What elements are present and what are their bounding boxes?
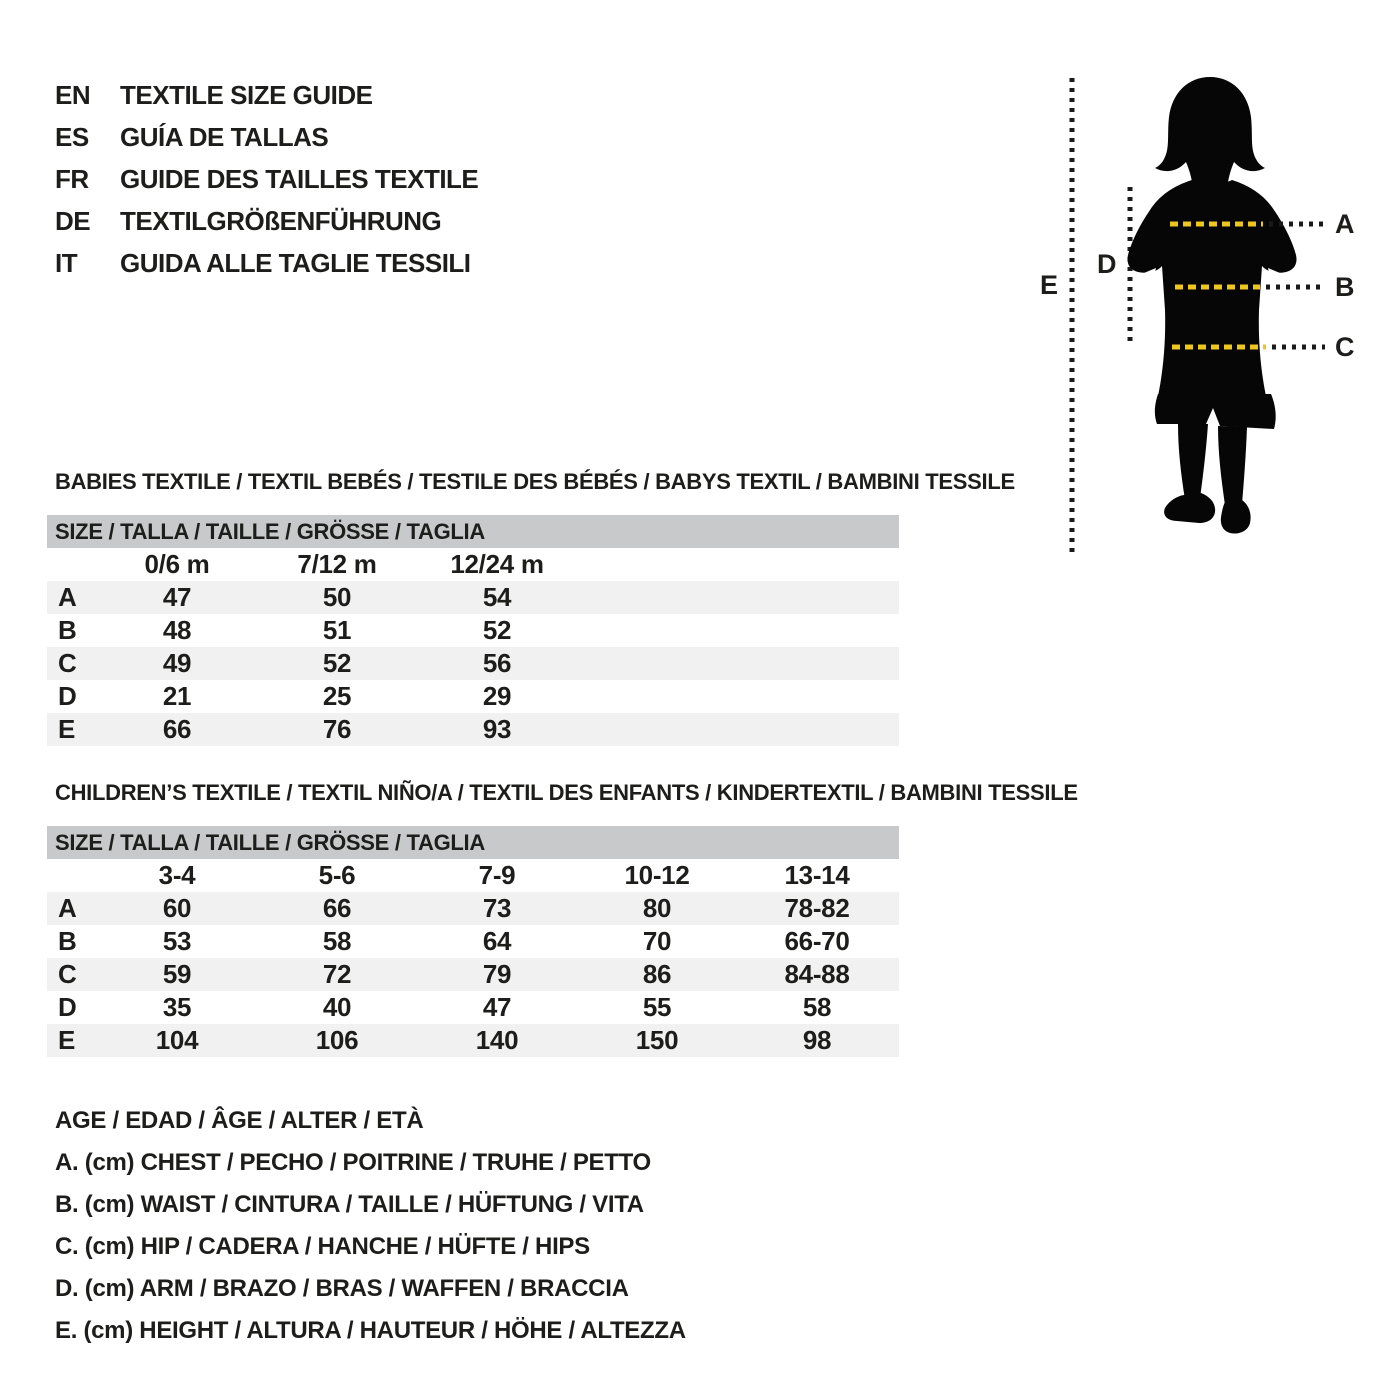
row-label: C	[58, 648, 77, 678]
legend-height-line: E. (cm) HEIGHT / ALTURA / HAUTEUR / HÖHE / ALTEZZA	[55, 1317, 686, 1344]
left-sleeve-notch	[1144, 268, 1156, 298]
table-value: 86	[642, 959, 672, 989]
table-row-d	[47, 680, 899, 713]
lang-code: FR	[55, 164, 89, 194]
row-label: A	[58, 893, 77, 923]
table-value: 59	[162, 959, 192, 989]
table-value: 104	[155, 1025, 199, 1055]
table-value: 106	[315, 1025, 359, 1055]
table-row-b	[47, 925, 899, 958]
table-value: 76	[322, 714, 352, 744]
table-value: 64	[482, 926, 512, 956]
table-value: 47	[162, 582, 192, 612]
table-value: 47	[482, 992, 512, 1022]
lang-row-fr	[55, 158, 478, 200]
legend-waist-line: B. (cm) WAIST / CINTURA / TAILLE / HÜFTUNG / VITA	[55, 1191, 644, 1218]
table-value: 73	[482, 893, 512, 923]
lang-row-it	[55, 242, 478, 284]
column-header: 5-6	[318, 860, 356, 890]
table-row-e	[47, 713, 899, 746]
silhouette-shorts	[1155, 394, 1276, 429]
table-value: 98	[802, 1025, 832, 1055]
babies-size-table	[47, 515, 899, 746]
table-value: 55	[642, 992, 672, 1022]
table-row-b	[47, 614, 899, 647]
table-value: 66	[322, 893, 352, 923]
lang-title: GUIDE DES TAILLES TEXTILE	[120, 164, 479, 194]
silhouette-right-shoe	[1221, 500, 1251, 534]
babies-section-title: BABIES TEXTILE / TEXTIL BEBÉS / TESTILE DES BÉBÉS / BABYS TEXTIL / BAMBINI TESSILE	[55, 469, 1015, 494]
measure-label-c: C	[1335, 332, 1355, 362]
lang-row-de	[55, 200, 478, 242]
table-value: 66-70	[784, 926, 850, 956]
row-label: B	[58, 926, 77, 956]
measure-label-a: A	[1335, 209, 1355, 239]
table-value: 78-82	[784, 893, 850, 923]
table-row-d	[47, 991, 899, 1024]
column-header: 3-4	[158, 860, 196, 890]
table-value: 72	[322, 959, 352, 989]
table-value: 66	[162, 714, 192, 744]
legend-arm-line: D. (cm) ARM / BRAZO / BRAS / WAFFEN / BRACCIA	[55, 1275, 629, 1302]
row-label: D	[58, 992, 77, 1022]
column-header: 13-14	[784, 860, 850, 890]
lang-title: TEXTILGRÖßENFÜHRUNG	[120, 206, 442, 236]
measurement-legend	[55, 1100, 686, 1352]
table-value: 52	[482, 615, 512, 645]
lang-code: DE	[55, 206, 91, 236]
table-value: 80	[642, 893, 672, 923]
column-header: 7/12 m	[297, 549, 377, 579]
child-silhouette	[1127, 77, 1296, 534]
silhouette-left-leg	[1178, 424, 1208, 500]
table-row-e	[47, 1024, 899, 1057]
column-header: 12/24 m	[450, 549, 544, 579]
table-value: 53	[162, 926, 192, 956]
table-value: 140	[475, 1025, 519, 1055]
lang-row-es	[55, 116, 478, 158]
table-row-c	[47, 647, 899, 680]
table-value: 93	[482, 714, 512, 744]
lang-row-en	[55, 74, 478, 116]
row-label: E	[58, 1025, 76, 1055]
language-title-block	[55, 74, 478, 284]
silhouette-right-leg	[1218, 426, 1247, 505]
children-size-header-bar: SIZE / TALLA / TAILLE / GRÖSSE / TAGLIA	[47, 826, 899, 859]
measure-label-d: D	[1097, 249, 1117, 279]
table-value: 54	[482, 582, 512, 612]
table-row-c	[47, 958, 899, 991]
table-value: 150	[635, 1025, 679, 1055]
silhouette-head	[1155, 77, 1265, 185]
table-value: 60	[162, 893, 192, 923]
lang-title: GUIDA ALLE TAGLIE TESSILI	[120, 248, 471, 278]
table-value: 25	[322, 681, 352, 711]
lang-code: IT	[55, 248, 78, 278]
column-header: 10-12	[624, 860, 690, 890]
table-value: 35	[162, 992, 192, 1022]
table-value: 21	[162, 681, 192, 711]
corner-cell	[47, 859, 97, 892]
row-label: C	[58, 959, 77, 989]
column-header: 0/6 m	[144, 549, 210, 579]
lang-code: ES	[55, 122, 89, 152]
legend-hip-line: C. (cm) HIP / CADERA / HANCHE / HÜFTE / HIPS	[55, 1233, 590, 1260]
table-value: 50	[322, 582, 352, 612]
row-label: E	[58, 714, 76, 744]
column-header: 7-9	[478, 860, 516, 890]
row-label: D	[58, 681, 77, 711]
table-value: 52	[322, 648, 352, 678]
legend-chest-line: A. (cm) CHEST / PECHO / POITRINE / TRUHE / PETTO	[55, 1149, 651, 1176]
table-value: 56	[482, 648, 512, 678]
right-sleeve-notch	[1268, 268, 1280, 298]
children-section-title: CHILDREN’S TEXTILE / TEXTIL NIÑO/A / TEXTIL DES ENFANTS / KINDERTEXTIL / BAMBINI TESSILE	[55, 780, 1078, 805]
children-size-table	[47, 826, 899, 1057]
table-value: 48	[162, 615, 192, 645]
child-measurement-figure	[1020, 60, 1400, 580]
table-value: 49	[162, 648, 192, 678]
table-value: 40	[322, 992, 352, 1022]
table-value: 70	[642, 926, 672, 956]
silhouette-left-shoe	[1164, 493, 1215, 523]
table-value: 58	[802, 992, 832, 1022]
table-row-a	[47, 892, 899, 925]
lang-code: EN	[55, 80, 91, 110]
measure-label-e: E	[1040, 270, 1059, 300]
babies-size-header-bar: SIZE / TALLA / TAILLE / GRÖSSE / TAGLIA	[47, 515, 899, 548]
table-value: 84-88	[784, 959, 850, 989]
lang-title: GUÍA DE TALLAS	[120, 122, 329, 152]
row-label: B	[58, 615, 77, 645]
children-column-header-row	[47, 859, 899, 892]
table-value: 79	[482, 959, 512, 989]
legend-age-line: AGE / EDAD / ÂGE / ALTER / ETÀ	[55, 1107, 424, 1134]
table-value: 29	[482, 681, 512, 711]
silhouette-torso	[1127, 180, 1296, 396]
table-row-a	[47, 581, 899, 614]
table-value: 58	[322, 926, 352, 956]
measure-label-b: B	[1335, 272, 1355, 302]
lang-title: TEXTILE SIZE GUIDE	[120, 80, 373, 110]
table-value: 51	[322, 615, 352, 645]
row-label: A	[58, 582, 77, 612]
babies-column-header-row	[47, 548, 899, 581]
corner-cell	[47, 548, 97, 581]
